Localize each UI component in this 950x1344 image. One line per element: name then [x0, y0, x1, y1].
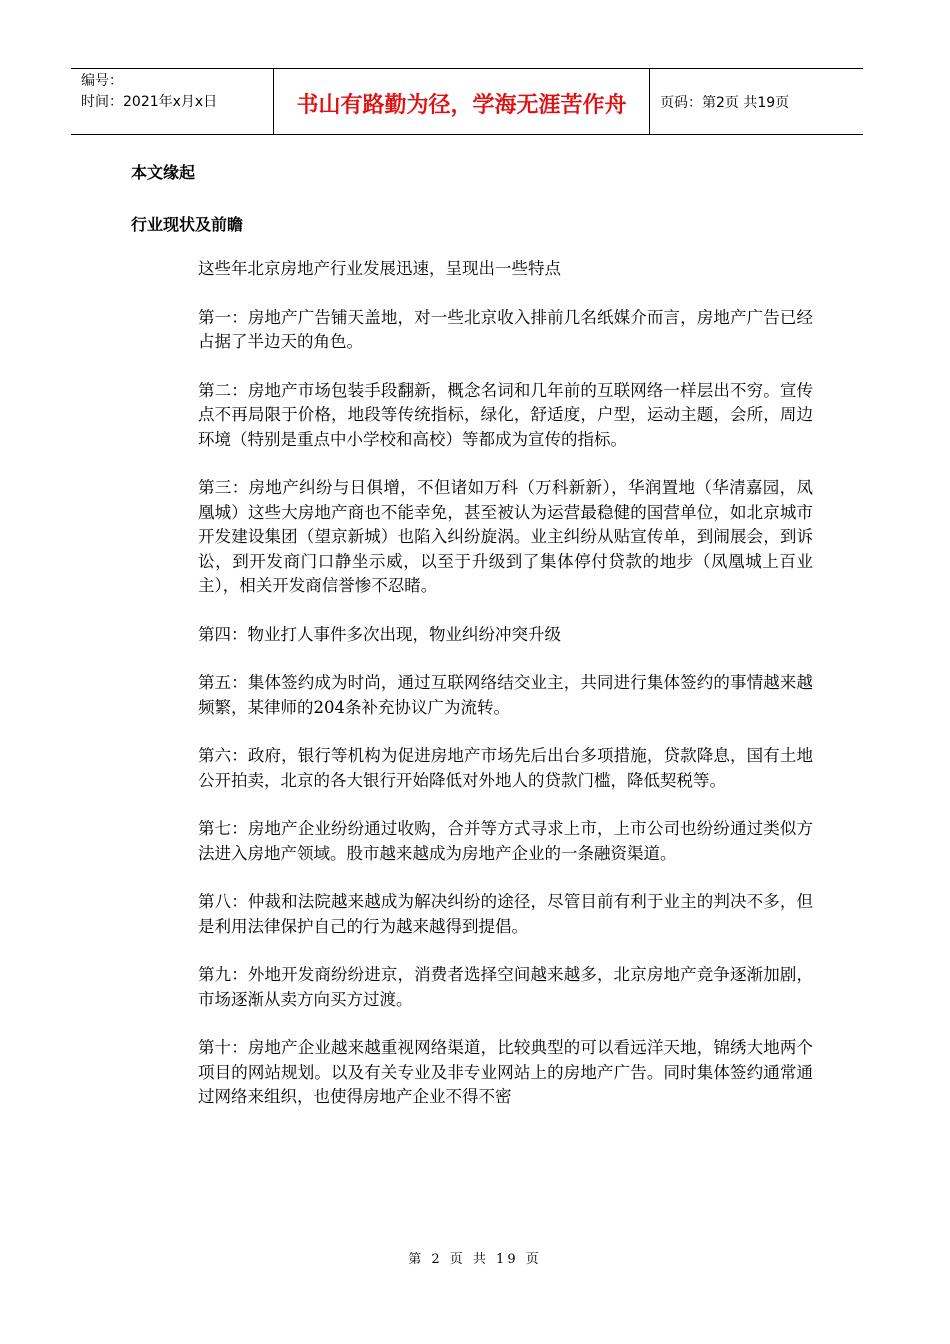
header-motto: 书山有路勤为径，学海无涯苦作舟 [274, 69, 650, 134]
paragraph-5: 第五：集体签约成为时尚，通过互联网络结交业主，共同进行集体签约的事情越来越频繁，某律师的204条补充协议广为流转。 [198, 673, 813, 717]
paragraph-9: 第九：外地开发商纷纷进京，消费者选择空间越来越多，北京房地产竞争逐渐加剧，市场逐渐从卖方向买方过渡。 [198, 965, 813, 1009]
code-label: 编号： [81, 73, 123, 89]
heading-origin: 本文缘起 [131, 163, 196, 182]
paragraph-4: 第四：物业打人事件多次出现，物业纠纷冲突升级 [198, 624, 561, 644]
heading-industry-status: 行业现状及前瞻 [131, 215, 244, 234]
paragraph-8: 第八：仲裁和法院越来越成为解决纠纷的途径，尽管目前有利于业主的判决不多，但是利用法律保护自己的行为越来越得到提倡。 [198, 892, 813, 936]
paragraph-10: 第十：房地产企业越来越重视网络渠道，比较典型的可以看远洋天地，锦绣大地两个项目的网站规划。以及有关专业及非专业网站上的房地产广告。同时集体签约通常通过网络来组织，也使得房地产企业不得不密 [198, 1038, 813, 1106]
paragraph-6: 第六：政府，银行等机构为促进房地产市场先后出台多项措施，贷款降息，国有土地公开拍卖，北京的各大银行开始降低对外地人的贷款门槛，降低契税等。 [198, 746, 813, 790]
paragraph-1: 第一：房地产广告铺天盖地，对一些北京收入排前几名纸媒介而言，房地产广告已经占据了半边天的角色。 [198, 307, 813, 351]
time-label: 时间：2021年x月x日 [81, 94, 218, 110]
paragraph-3: 第三：房地产纠纷与日俱增，不但诸如万科（万科新新），华润置地（华清嘉园，凤凰城）这些大房地产商也不能幸免，甚至被认为运营最稳健的国营单位，如北京城市开发建设集团（望京新城）也陷入纠纷旋涡。业主纠纷从贴宣传单，到闹展会，到诉讼，到开发商门口静坐示威，以至于升级到了集体停付贷款的地步（凤凰城上百业主），相关开发商信誉惨不忍睹。 [198, 478, 813, 595]
header-page-number: 页码：第2页 共19页 [660, 94, 790, 111]
paragraph-intro: 这些年北京房地产行业发展迅速，呈现出一些特点 [198, 259, 561, 278]
document-header [71, 68, 863, 135]
paragraph-7: 第七：房地产企业纷纷通过收购，合并等方式寻求上市，上市公司也纷纷通过类似方法进入房地产领域。股市越来越成为房地产企业的一条融资渠道。 [198, 819, 813, 863]
header-meta [71, 69, 274, 134]
document-body [198, 257, 813, 1134]
page-footer: 第 2 页 共 19 页 [408, 1252, 542, 1267]
paragraph-2: 第二：房地产市场包装手段翻新，概念名词和几年前的互联网络一样层出不穷。宣传点不再局限于价格，地段等传统指标，绿化，舒适度，户型，运动主题，会所，周边环境（特别是重点中小学校和高校）等都成为宣传的指标。 [198, 380, 813, 449]
